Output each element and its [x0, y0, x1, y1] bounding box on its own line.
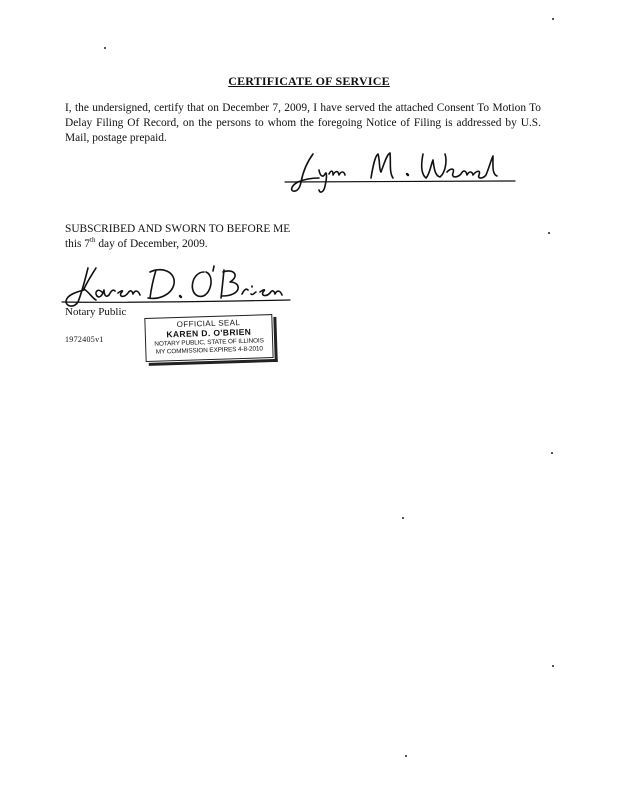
scan-speck [405, 755, 407, 757]
scan-speck [552, 665, 554, 667]
seal-notary-name: KAREN D. O'BRIEN [166, 326, 252, 340]
seal-jurisdiction: NOTARY PUBLIC, STATE OF ILLINOIS [154, 337, 264, 348]
certification-paragraph: I, the undersigned, certify that on December 7, 2009, I have served the attached Consent To Motion To Delay Filing Of Record, on the persons to whom the foregoing Notice of Filing is addressed by U.S. Mail, postage prepaid. [65, 102, 541, 144]
sworn-statement [65, 222, 365, 252]
seal-title: OFFICIAL SEAL [176, 318, 241, 330]
notary-public-label: Notary Public [65, 306, 127, 318]
sworn-date: this 7th day of December, 2009. [65, 236, 208, 250]
scan-speck [551, 452, 553, 454]
notary-signature [58, 262, 308, 312]
certifier-signature [283, 148, 518, 196]
certificate-title: CERTIFICATE OF SERVICE [228, 74, 390, 88]
scan-speck [548, 232, 550, 234]
scan-speck [402, 517, 404, 519]
sworn-heading: SUBSCRIBED AND SWORN TO BEFORE ME [65, 223, 291, 235]
scan-speck [552, 18, 554, 20]
seal-expiration: MY COMMISSION EXPIRES 4-8-2010 [155, 345, 263, 356]
official-seal-stamp [144, 314, 275, 364]
document-number: 1972405v1 [65, 335, 104, 344]
scan-speck [104, 47, 106, 49]
